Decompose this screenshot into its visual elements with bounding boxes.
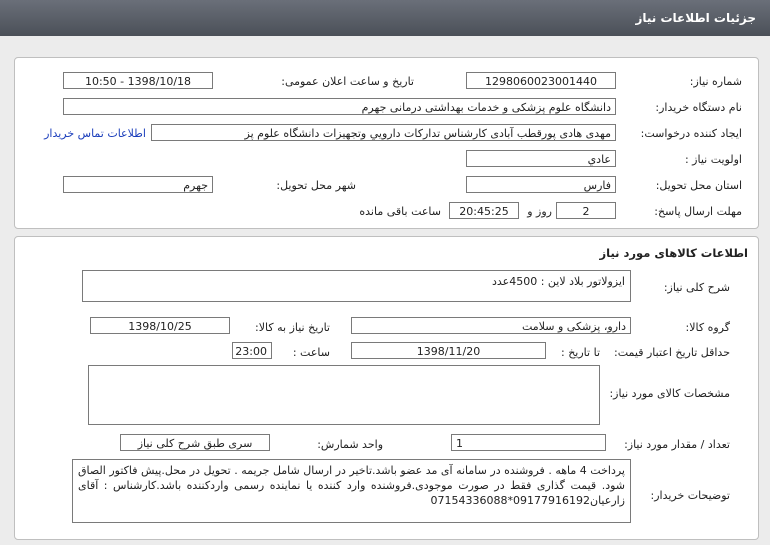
need-number-label: شماره نیاز: <box>689 75 742 88</box>
general-description-field[interactable]: ایزولاتور بلاد لاین : 4500عدد <box>82 270 631 302</box>
until-date-field[interactable]: 1398/11/20 <box>351 342 546 359</box>
buyer-notes-field[interactable]: پرداخت 4 ماهه . فروشنده در سامانه آی مد عضو باشد.تاخیر در ارسال شامل جریمه . تحویل در محل.پیش فاکتور الصاق شود. قیمت گذاری فقط در صورت موجودی.فروشنده وارد کننده یا نماینده رسمی واردکننده باشد.کارشناس : آقای زارعیان09177916192*07154336088 <box>72 459 631 523</box>
specs-field[interactable] <box>88 365 600 425</box>
page-header <box>0 0 770 36</box>
goods-info-panel <box>14 236 759 540</box>
until-date-label: تا تاریخ : <box>561 346 600 359</box>
need-info-panel <box>14 57 759 229</box>
priority-label: اولویت نیاز : <box>684 153 742 166</box>
quantity-field[interactable]: 1 <box>451 434 606 451</box>
buyer-contact-link[interactable]: اطلاعات تماس خریدار <box>44 127 146 140</box>
quantity-label: تعداد / مقدار مورد نیاز: <box>624 438 730 451</box>
deadline-label: مهلت ارسال پاسخ: <box>654 205 742 218</box>
page-title: جزئیات اطلاعات نیاز <box>635 11 756 25</box>
buyer-label: نام دستگاه خریدار: <box>655 101 742 114</box>
unit-field[interactable]: سری طبق شرح کلی نیاز <box>120 434 270 451</box>
province-label: استان محل تحویل: <box>655 179 742 192</box>
specs-label: مشخصات کالای مورد نیاز: <box>609 387 730 400</box>
goods-section-title: اطلاعات کالاهای مورد نیاز <box>599 246 748 260</box>
creator-field[interactable]: مهدی هادی پورقطب آبادی کارشناس تداركات دارويي وتجهيزات دانشگاه علوم پز <box>151 124 616 141</box>
general-description-label: شرح کلی نیاز: <box>663 281 730 294</box>
min-price-validity-label: حداقل تاریخ اعتبار قیمت: <box>614 346 730 359</box>
remaining-label: ساعت باقی مانده <box>359 205 441 218</box>
need-date-field[interactable]: 1398/10/25 <box>90 317 230 334</box>
city-field[interactable]: جهرم <box>63 176 213 193</box>
buyer-notes-label: توضیحات خریدار: <box>650 489 730 502</box>
creator-label: ایجاد کننده درخواست: <box>640 127 742 140</box>
hour-field[interactable]: 23:00 <box>232 342 272 359</box>
announce-date-label: تاریخ و ساعت اعلان عمومی: <box>281 75 414 88</box>
announce-date-field[interactable]: 1398/10/18 - 10:50 <box>63 72 213 89</box>
buyer-field[interactable]: دانشگاه علوم پزشکی و خدمات بهداشتی درمانی جهرم <box>63 98 616 115</box>
unit-label: واحد شمارش: <box>317 438 383 451</box>
goods-group-field[interactable]: دارو، پزشکی و سلامت <box>351 317 631 334</box>
deadline-days-label: روز و <box>527 205 552 218</box>
province-field[interactable]: فارس <box>466 176 616 193</box>
deadline-time-field[interactable]: 20:45:25 <box>449 202 519 219</box>
deadline-days-field[interactable]: 2 <box>556 202 616 219</box>
need-number-field[interactable]: 1298060023001440 <box>466 72 616 89</box>
city-label: شهر محل تحویل: <box>276 179 356 192</box>
priority-field[interactable]: عادي <box>466 150 616 167</box>
need-date-label: تاریخ نیاز به کالا: <box>255 321 330 334</box>
goods-group-label: گروه کالا: <box>685 321 730 334</box>
hour-label: ساعت : <box>292 346 330 359</box>
